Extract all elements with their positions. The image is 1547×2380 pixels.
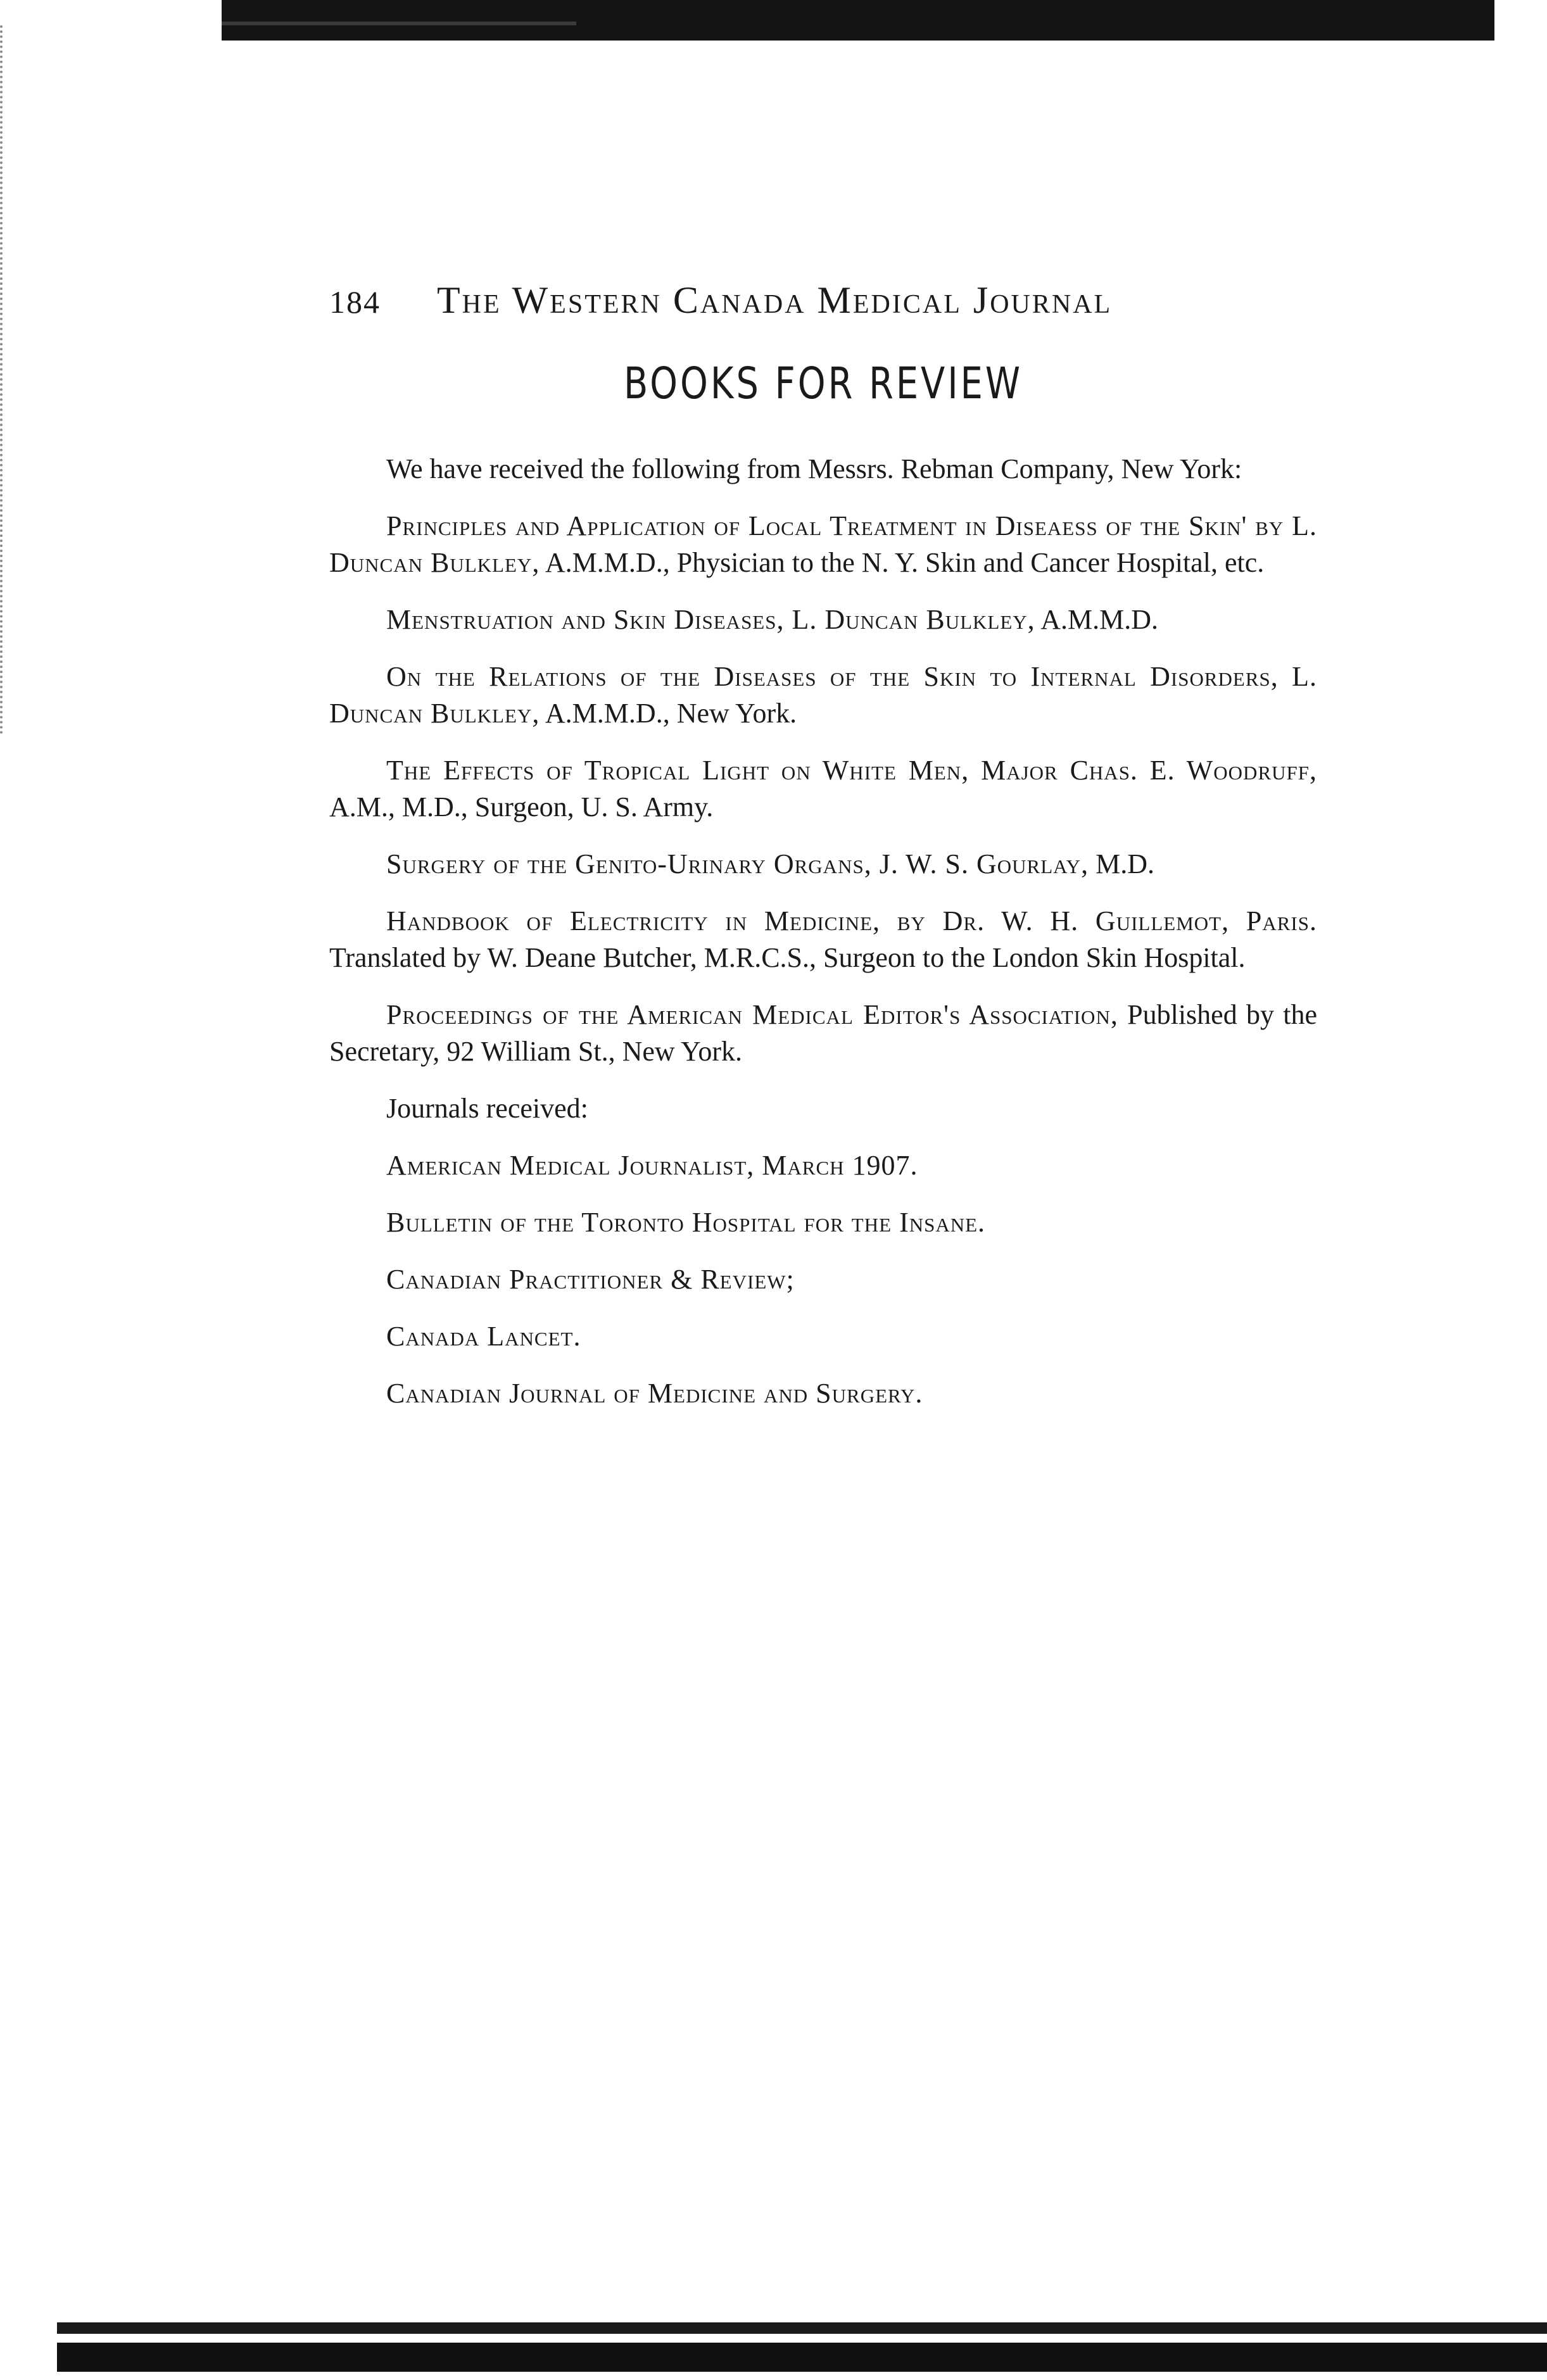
intro-paragraph: We have received the following from Messrs. Rebman Company, New York:: [386, 453, 1242, 484]
book-details: A.M.M.D., New York.: [540, 698, 797, 729]
book-details: A.M.M.D.: [1035, 604, 1159, 635]
journal-entry-3: Canadian Practitioner & Review;: [386, 1264, 795, 1295]
top-scan-border: [222, 0, 1494, 41]
running-header: [329, 279, 1317, 322]
book-entry-2: [329, 601, 1317, 638]
journal-entry-4: Canada Lancet.: [386, 1321, 581, 1352]
book-title: Handbook of Electricity in Medicine, by Dr. W. H. Guillemot, Paris.: [386, 905, 1317, 936]
book-title: Proceedings of the American Medical Editor's Association,: [386, 999, 1118, 1030]
book-entry-5: [329, 846, 1317, 883]
book-details: Published by the Secretary, 92 William St., New York.: [329, 999, 1318, 1067]
book-details: M.D.: [1089, 848, 1154, 879]
book-title: Menstruation and Skin Diseases, L. Duncan Bulkley,: [386, 604, 1035, 635]
section-title: BOOKS FOR REVIEW: [623, 358, 1023, 409]
journals-received-label: Journals received:: [386, 1093, 588, 1124]
book-entry-6: [329, 903, 1317, 976]
page-content: [329, 279, 1317, 1412]
journal-entry-5: Canadian Journal of Medicine and Surgery.: [386, 1378, 923, 1409]
book-entry-3: [329, 658, 1317, 732]
book-entry-7: [329, 997, 1317, 1070]
top-scan-border-detail: [222, 22, 576, 25]
book-details: A.M., M.D., Surgeon, U. S. Army.: [329, 791, 714, 822]
book-entry-4: [329, 752, 1317, 826]
book-details: Translated by W. Deane Butcher, M.R.C.S., Surgeon to the London Skin Hospital.: [329, 942, 1246, 973]
bottom-scan-border: [57, 2322, 1547, 2334]
journal-entry-1: American Medical Journalist, March 1907.: [386, 1150, 918, 1181]
book-details: A.M.M.D., Physician to the N. Y. Skin and Cancer Hospital, etc.: [540, 547, 1265, 578]
book-title: Surgery of the Genito-Urinary Organs, J. W. S. Gourlay,: [386, 848, 1089, 879]
bottom-scan-border-lower: [57, 2343, 1547, 2372]
book-title: Principles and Application of Local Treatment in Diseaess of the Skin' by L. Duncan Bulkley,: [329, 510, 1317, 578]
page-number: 184: [329, 284, 381, 320]
book-title: The Effects of Tropical Light on White Men, Major Chas. E. Woodruff,: [386, 755, 1317, 786]
book-entry-1: [329, 508, 1317, 581]
journal-entry-2: Bulletin of the Toronto Hospital for the Insane.: [386, 1207, 986, 1238]
book-title: On the Relations of the Diseases of the Skin to Internal Disorders, L. Duncan Bulkley,: [329, 661, 1317, 729]
journal-title: The Western Canada Medical Journal: [437, 279, 1113, 321]
left-scan-edge: [0, 25, 22, 734]
